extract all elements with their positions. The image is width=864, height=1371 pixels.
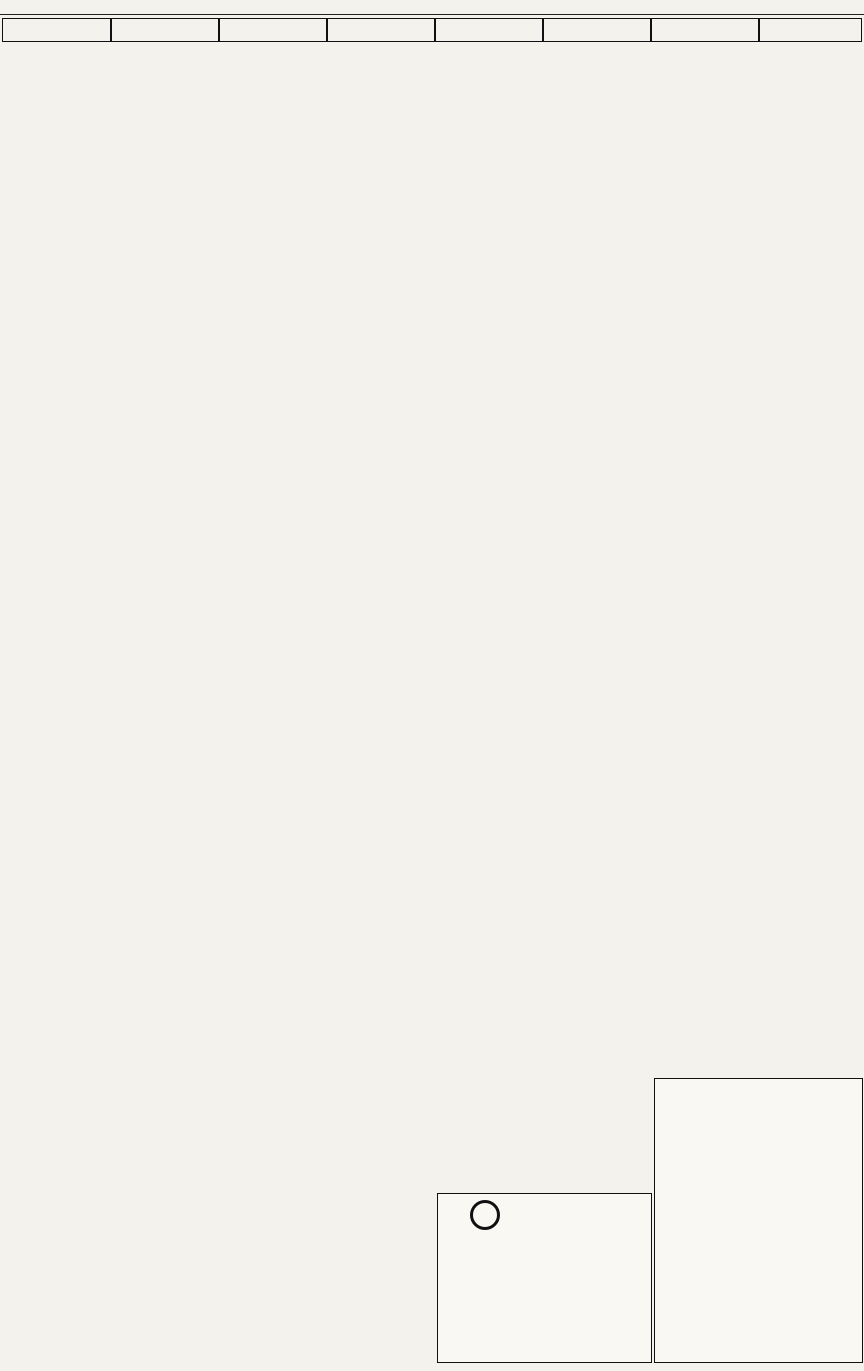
column-5 <box>434 16 544 1361</box>
section-header-502 <box>110 18 220 42</box>
grancare-logo-icon <box>470 1200 500 1230</box>
section-header-502 <box>218 18 328 42</box>
column-7 <box>650 16 760 1074</box>
section-header-504 <box>326 18 436 42</box>
section-header-504 <box>434 18 544 42</box>
column-4 <box>326 16 436 1361</box>
column-2 <box>110 16 220 1361</box>
column-1 <box>2 16 112 1361</box>
section-header-506 <box>542 18 652 42</box>
section-header-502 <box>2 18 112 42</box>
grancare-ad <box>437 1193 652 1363</box>
column-6 <box>542 16 652 1186</box>
section-header-506 <box>758 18 862 42</box>
column-8 <box>758 16 862 1074</box>
page-header <box>0 0 864 15</box>
section-header-506 <box>650 18 760 42</box>
botsford-family-ad <box>654 1078 863 1363</box>
column-3 <box>218 16 328 1361</box>
